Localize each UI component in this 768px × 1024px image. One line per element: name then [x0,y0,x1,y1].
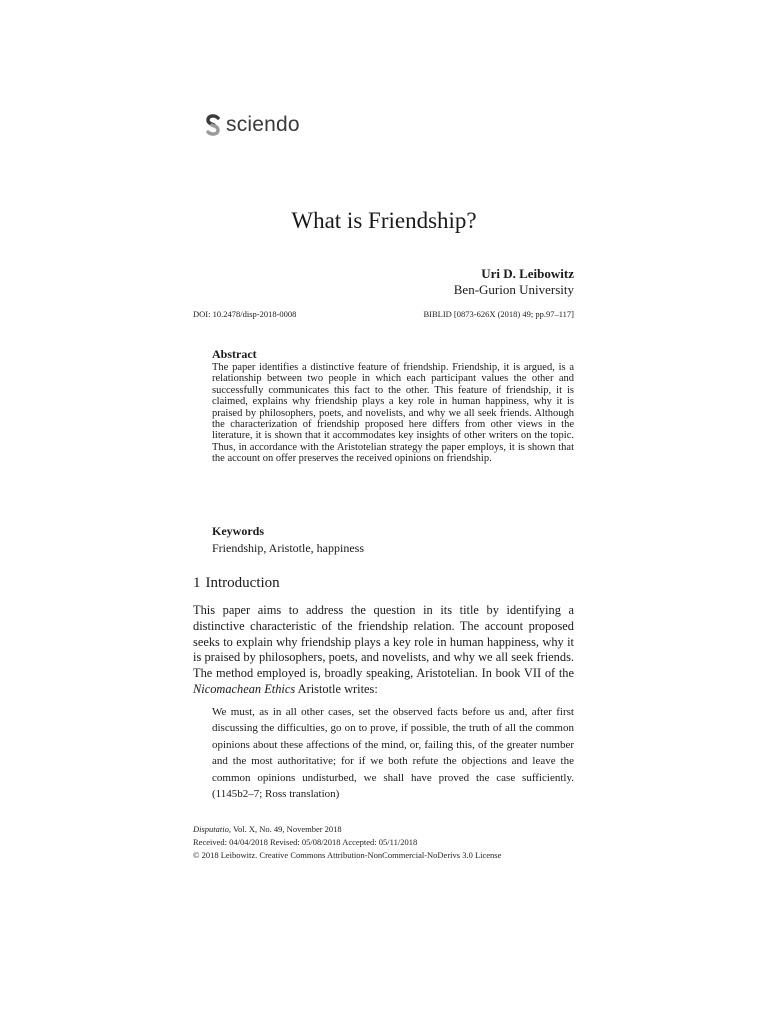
journal-name: Disputatio [193,824,229,834]
work-title-italic: Nicomachean Ethics [193,681,296,696]
identifier-row [193,309,574,319]
license-text: © 2018 Leibowitz. Creative Commons Attribution-NonCommercial-NoDerivs 3.0 License [193,850,502,860]
abstract-text: The paper identifies a distinctive feature of friendship. Friendship, it is argued, is a relationship between two people in which each participant values the other and successfully communicates this fact to the other. This feature of friendship, it is claimed, explains why friendship plays a key role in human happiness, why it is praised by philosophers, poets, and novelists, and why we all seek friends. Although the characterization of friendship proposed here differs from other views in the literature, it is shown that it accommodates key insights of other writers on the topic. Thus, in accordance with the Aristotelian strategy the paper employs, it is shown that the account on offer preserves the received opinions on friendship. [212,362,574,465]
keywords-heading: Keywords [212,524,264,538]
keywords-section [212,524,574,556]
paragraph-text-start: This paper aims to address the question in its title by identifying a distinctive characteristic of the friendship relation. The account proposed seeks to explain why friendship plays a key role in human happiness, why it is praised by philosophers, poets, and novelists, and why we all seek friends. The method employed is, broadly speaking, Aristotelian. In book VII of the [193,603,574,681]
journal-footer [193,823,574,862]
sciendo-s-icon [205,114,221,136]
abstract-heading: Abstract [212,347,257,361]
introduction-paragraph [193,603,574,698]
logo-wordmark: sciendo [226,113,300,136]
block-quote: We must, as in all other cases, set the observed facts before us and, after first discussing the difficulties, go on to prove, if possible, the truth of all the common opinions about these affections of the mind, or, failing this, of the greater number and the most authoritative; for if we both refute the objections and leave the common opinions undisturbed, we shall have proved the case sufficiently. (1145b2–7; Ross translation) [212,706,574,801]
section-title: Introduction [205,575,280,591]
author-affiliation: Ben-Gurion University [453,282,574,297]
section-number: 1 [193,575,201,591]
doi-text: DOI: 10.2478/disp-2018-0008 [193,309,297,319]
biblid-text: BIBLID [0873-626X (2018) 49; pp.97–117] [423,309,574,319]
abstract-section [212,347,574,465]
paragraph-text-end: Aristotle writes: [295,681,378,696]
journal-volume: , Vol. X, No. 49, November 2018 [228,824,342,834]
keywords-text: Friendship, Aristotle, happiness [212,541,364,555]
introduction-heading [193,575,280,592]
sciendo-logo [205,113,300,137]
journal-citation [193,823,574,836]
submission-dates: Received: 04/04/2018 Revised: 05/08/2018 Accepted: 05/11/2018 [193,837,418,847]
paper-title: What is Friendship? [291,208,477,233]
author-block [454,266,574,298]
author-name: Uri D. Leibowitz [481,266,574,281]
